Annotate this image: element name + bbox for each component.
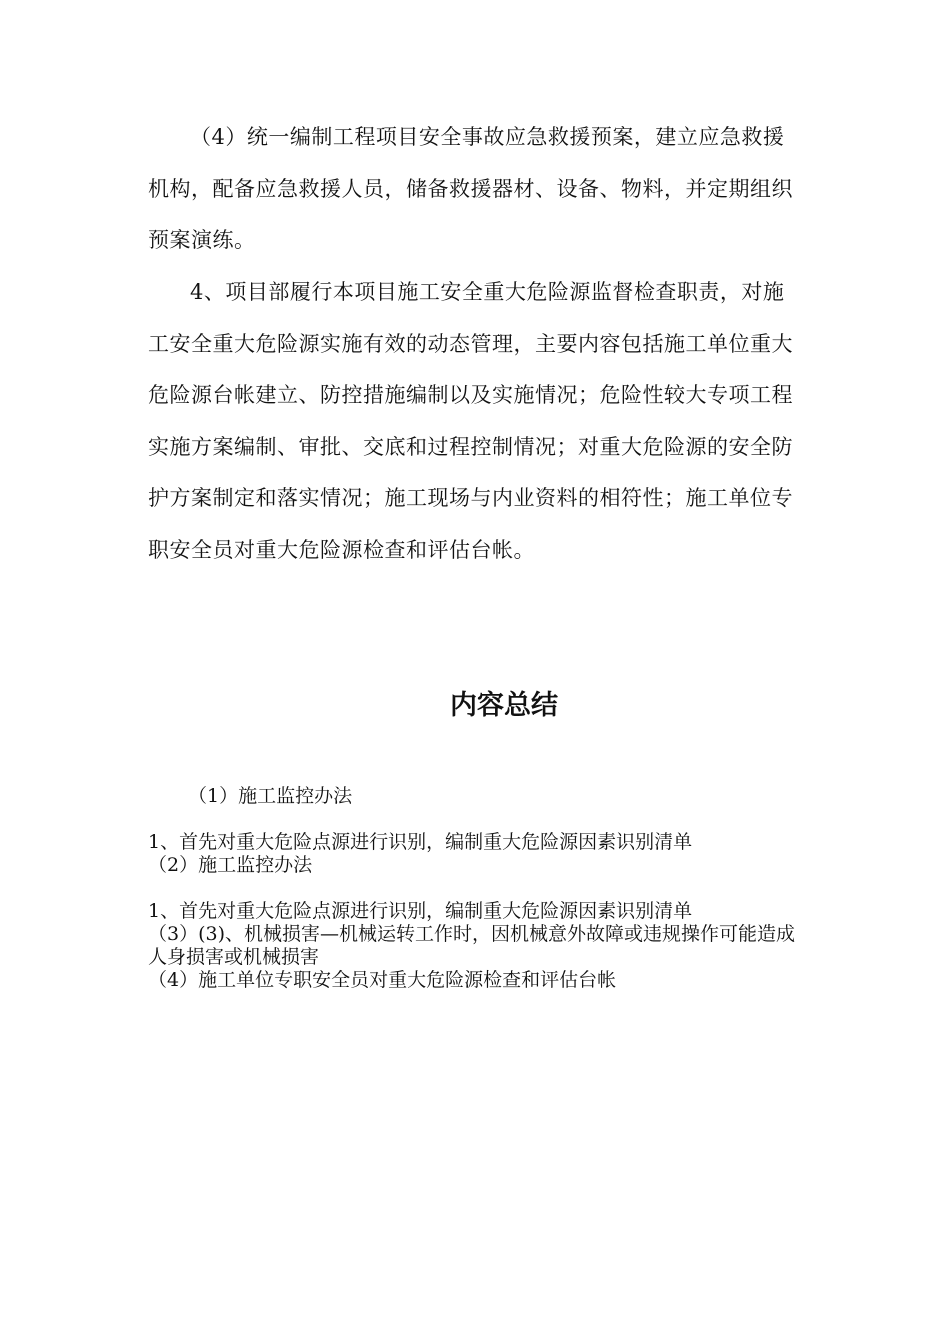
summary-item: （4）施工单位专职安全员对重大危险源检查和评估台帐: [148, 969, 617, 991]
summary-title: 内容总结: [450, 690, 558, 721]
summary-item: 1、首先对重大危险点源进行识别，编制重大危险源因素识别清单: [148, 831, 693, 853]
summary-item: 1、首先对重大危险点源进行识别，编制重大危险源因素识别清单: [148, 900, 693, 922]
paragraph-emergency-plan: （4）统一编制工程项目安全事故应急救援预案，建立应急救援机构，配备应急救援人员，储备救援器材、设备、物料，并定期组织预案演练。: [148, 125, 793, 252]
paragraph-supervision-duties: 4、项目部履行本项目施工安全重大危险源监督检查职责，对施工安全重大危险源实施有效的动态管理，主要内容包括施工单位重大危险源台帐建立、防控措施编制以及实施情况；危险性较大专项工程实施方案编制、审批、交底和过程控制情况；对重大危险源的安全防护方案制定和落实情况；施工现场与内业资料的相符性；施工单位专职安全员对重大危险源检查和评估台帐。: [148, 280, 793, 562]
summary-item: （2）施工监控办法: [148, 854, 313, 876]
summary-list: [148, 785, 808, 992]
summary-item: （1）施工监控办法: [188, 785, 353, 807]
summary-item: （3）(3)、机械损害—机械运转工作时，因机械意外故障或违规操作可能造成人身损害或机械损害: [148, 923, 796, 968]
